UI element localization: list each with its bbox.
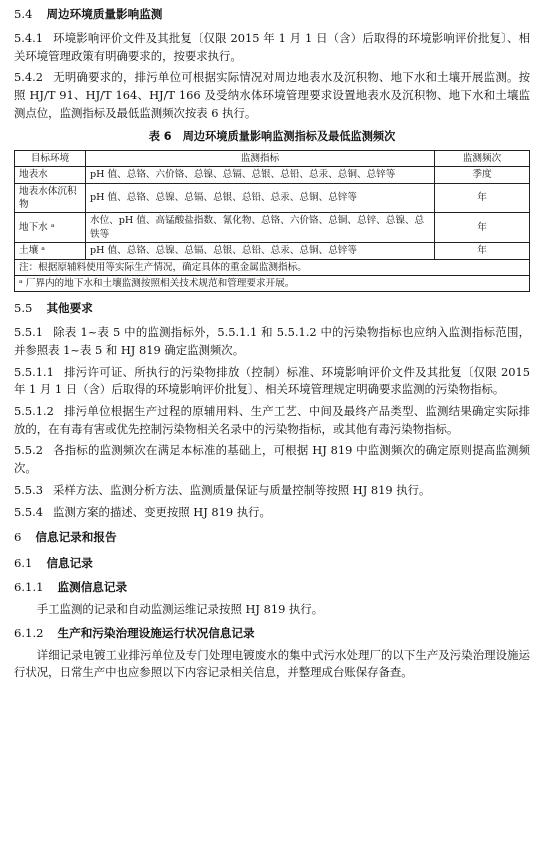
cell-indicators: pH 值、总铬、总镍、总镉、总银、总铅、总汞、总铜、总锌等: [86, 183, 435, 213]
table-row: [15, 183, 530, 213]
section-heading-5-5: [14, 300, 530, 318]
clause-text: 排污许可证、所执行的污染物排放（控制）标准、环境影响评价文件及其批复〔仅限 2015 年 1 月 1 日（含）后取得的环境影响评价批复〕、相关环境管理规定明确要求监测的污染物指标。: [14, 364, 530, 397]
section-number: 6: [14, 530, 22, 545]
cell-env: 地表水体沉积物: [15, 183, 86, 213]
clause-5-5-1: [14, 324, 530, 359]
section-heading-6: [14, 529, 530, 547]
clause-5-5-1-2: [14, 403, 530, 438]
table-note-row: [15, 259, 530, 275]
cell-frequency: 季度: [435, 167, 530, 183]
section-heading-5-4: [14, 6, 530, 24]
clause-5-5-1-1: [14, 364, 530, 399]
paragraph-6-1-2: 详细记录电镀工业排污单位及专门处理电镀废水的集中式污水处理厂的以下生产及污染治理设施运行状况，日常生产中也应参照以下内容记录相关信息，并整理成台账保存备查。: [14, 647, 530, 680]
table-row: [15, 243, 530, 259]
clause-text: 监测方案的描述、变更按照 HJ 819 执行。: [52, 504, 271, 519]
clause-text: 环境影响评价文件及其批复〔仅限 2015 年 1 月 1 日（含）后取得的环境影响评价批复〕、相关环境管理政策有明确要求的，按要求执行。: [14, 30, 530, 63]
clause-5-4-1: [14, 30, 530, 65]
table-row: [15, 213, 530, 243]
clause-5-4-2: [14, 69, 530, 122]
section-title: 周边环境质量影响监测: [46, 7, 163, 21]
clause-text: 采样方法、监测分析方法、监测质量保证与质量控制等按照 HJ 819 执行。: [52, 482, 431, 497]
cell-frequency: 年: [435, 183, 530, 213]
cell-env: 地表水: [15, 167, 86, 183]
section-title: 生产和污染治理设施运行状况信息记录: [57, 625, 255, 640]
clause-text: 无明确要求的，排污单位可根据实际情况对周边地表水及沉积物、地下水和土壤开展监测。按照 HJ/T 91、HJ/T 164、HJ/T 166 及受纳水体环境管理要求设置地表水及沉积物、地下水和土壤监测点位，监测指标及最低监测频次按表 6 执行。: [14, 70, 530, 120]
cell-env: 土壤 ᵃ: [15, 243, 86, 259]
clause-number: 5.5.1.1: [14, 364, 54, 379]
section-number: 6.1.2: [14, 625, 44, 640]
clause-number: 5.5.3: [14, 482, 43, 497]
table-footnote-row: [15, 276, 530, 292]
cell-indicators: 水位、pH 值、高锰酸盐指数、氰化物、总铬、六价铬、总铜、总锌、总镍、总铁等: [86, 213, 435, 243]
section-number: 5.5: [14, 301, 33, 316]
section-heading-6-1: [14, 555, 530, 573]
cell-indicators: pH 值、总铬、六价铬、总镍、总镉、总银、总铅、总汞、总铜、总锌等: [86, 167, 435, 183]
cell-frequency: 年: [435, 213, 530, 243]
table-footnote: ᵃ 厂界内的地下水和土壤监测按照相关技术规范和管理要求开展。: [15, 276, 530, 292]
section-heading-6-1-1: [14, 579, 530, 597]
section-heading-6-1-2: [14, 625, 530, 643]
table-caption: 表 6 周边环境质量影响监测指标及最低监测频次: [148, 130, 396, 144]
cell-env: 地下水 ᵃ: [15, 213, 86, 243]
clause-number: 5.5.1: [14, 325, 43, 340]
clause-number: 5.5.4: [14, 504, 43, 519]
section-title: 监测信息记录: [57, 580, 128, 595]
table-row: [15, 167, 530, 183]
paragraph-6-1-1: 手工监测的记录和自动监测运维记录按照 HJ 819 执行。: [36, 602, 324, 617]
cell-indicators: pH 值、总铬、总镍、总镉、总银、总铅、总汞、总铜、总锌等: [86, 243, 435, 259]
header-indicators: 监测指标: [86, 150, 435, 166]
section-title: 信息记录: [46, 556, 93, 571]
section-title: 其他要求: [46, 301, 93, 316]
section-number: 6.1: [14, 556, 33, 571]
clause-number: 5.5.2: [14, 443, 43, 458]
section-number: 6.1.1: [14, 580, 44, 595]
clause-text: 各指标的监测频次在满足本标准的基础上，可根据 HJ 819 中监测频次的确定原则提高监测频次。: [14, 443, 530, 476]
header-env: 目标环境: [15, 150, 86, 166]
clause-text: 排污单位根据生产过程的原辅用料、生产工艺、中间及最终产品类型、监测结果确定实际排放的，在有毒有害或优先控制污染物相关名录中的污染物指标，或其他有毒污染物指标。: [14, 404, 530, 436]
clause-text: 除表 1~表 5 中的监测指标外，5.5.1.1 和 5.5.1.2 中的污染物指标也应纳入监测指标范围，并参照表 1~表 5 和 HJ 819 确定监测频次。: [14, 325, 530, 358]
section-number: 5.4: [14, 7, 33, 21]
cell-frequency: 年: [435, 243, 530, 259]
clause-5-5-2: [14, 442, 530, 477]
clause-5-5-4: [14, 504, 530, 522]
table-note: 注：根据原辅料使用等实际生产情况，确定具体的重金属监测指标。: [15, 259, 530, 275]
clause-5-5-3: [14, 482, 530, 500]
header-frequency: 监测频次: [435, 150, 530, 166]
clause-number: 5.4.1: [14, 30, 43, 45]
monitoring-table: [14, 150, 530, 293]
clause-number: 5.4.2: [14, 70, 43, 85]
clause-number: 5.5.1.2: [14, 404, 54, 419]
table-header-row: [15, 150, 530, 166]
section-title: 信息记录和报告: [35, 530, 117, 545]
